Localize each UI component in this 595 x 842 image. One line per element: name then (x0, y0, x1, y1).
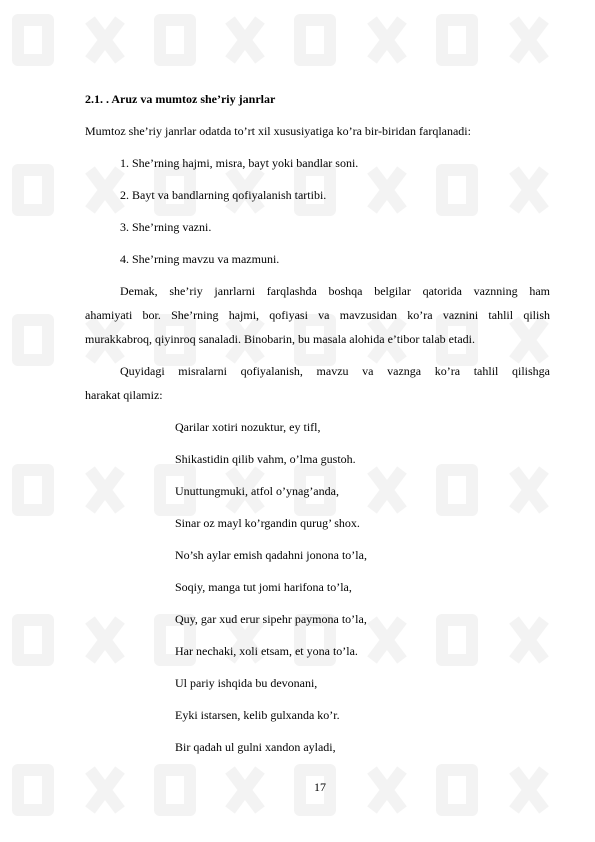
verse-line: Eyki istarsen, kelib gulxanda ko’r. (175, 708, 340, 722)
verse-line: Soqiy, manga tut jomi harifona to’la, (175, 580, 352, 594)
paragraph-1-line-1: Demak, she’riy janrlarni farqlashda boshqa belgilar qatorida vaznning ham (120, 284, 550, 298)
verse-line: Qarilar xotiri nozuktur, ey tifl, (175, 420, 321, 434)
list-item: 1. She’rning hajmi, misra, bayt yoki bandlar soni. (120, 156, 359, 170)
paragraph-1-line-2: ahamiyati bor. She’rning hajmi, qofiyasi va mavzusidan ko’ra vaznini tahlil qilish (85, 308, 550, 322)
list-item: 3. She’rning vazni. (120, 220, 212, 234)
verse-line: Sinar oz mayl ko’rgandin qurug’ shox. (175, 516, 360, 530)
verse-line: Bir qadah ul gulni xandon ayladi, (175, 740, 336, 754)
verse-line: Quy, gar xud erur sipehr paymona to’la, (175, 612, 367, 626)
paragraph-2-line-1: Quyidagi misralarni qofiyalanish, mavzu va vaznga ko’ra tahlil qilishga (120, 364, 550, 378)
list-item: 2. Bayt va bandlarning qofiyalanish tartibi. (120, 188, 327, 202)
intro-paragraph: Mumtoz she’riy janrlar odatda to’rt xil xususiyatiga ko’ra bir-biridan farqlanadi: (85, 124, 471, 138)
paragraph-2-line-2: harakat qilamiz: (85, 388, 163, 402)
paragraph-1-line-3: murakkabroq, qiyinroq sanaladi. Binobarin, bu masala alohida e’tibor talab etadi. (85, 332, 475, 346)
verse-line: Shikastidin qilib vahm, o’lma gustoh. (175, 452, 356, 466)
verse-line: No’sh aylar emish qadahni jonona to’la, (175, 548, 367, 562)
page-number: 17 (314, 780, 326, 794)
verse-line: Har nechaki, xoli etsam, et yona to’la. (175, 644, 358, 658)
verse-line: Unuttungmuki, atfol o’ynag’anda, (175, 484, 339, 498)
verse-line: Ul pariy ishqida bu devonani, (175, 676, 318, 690)
list-item: 4. She’rning mavzu va mazmuni. (120, 252, 280, 266)
section-heading: 2.1. . Aruz va mumtoz she’riy janrlar (85, 92, 276, 106)
